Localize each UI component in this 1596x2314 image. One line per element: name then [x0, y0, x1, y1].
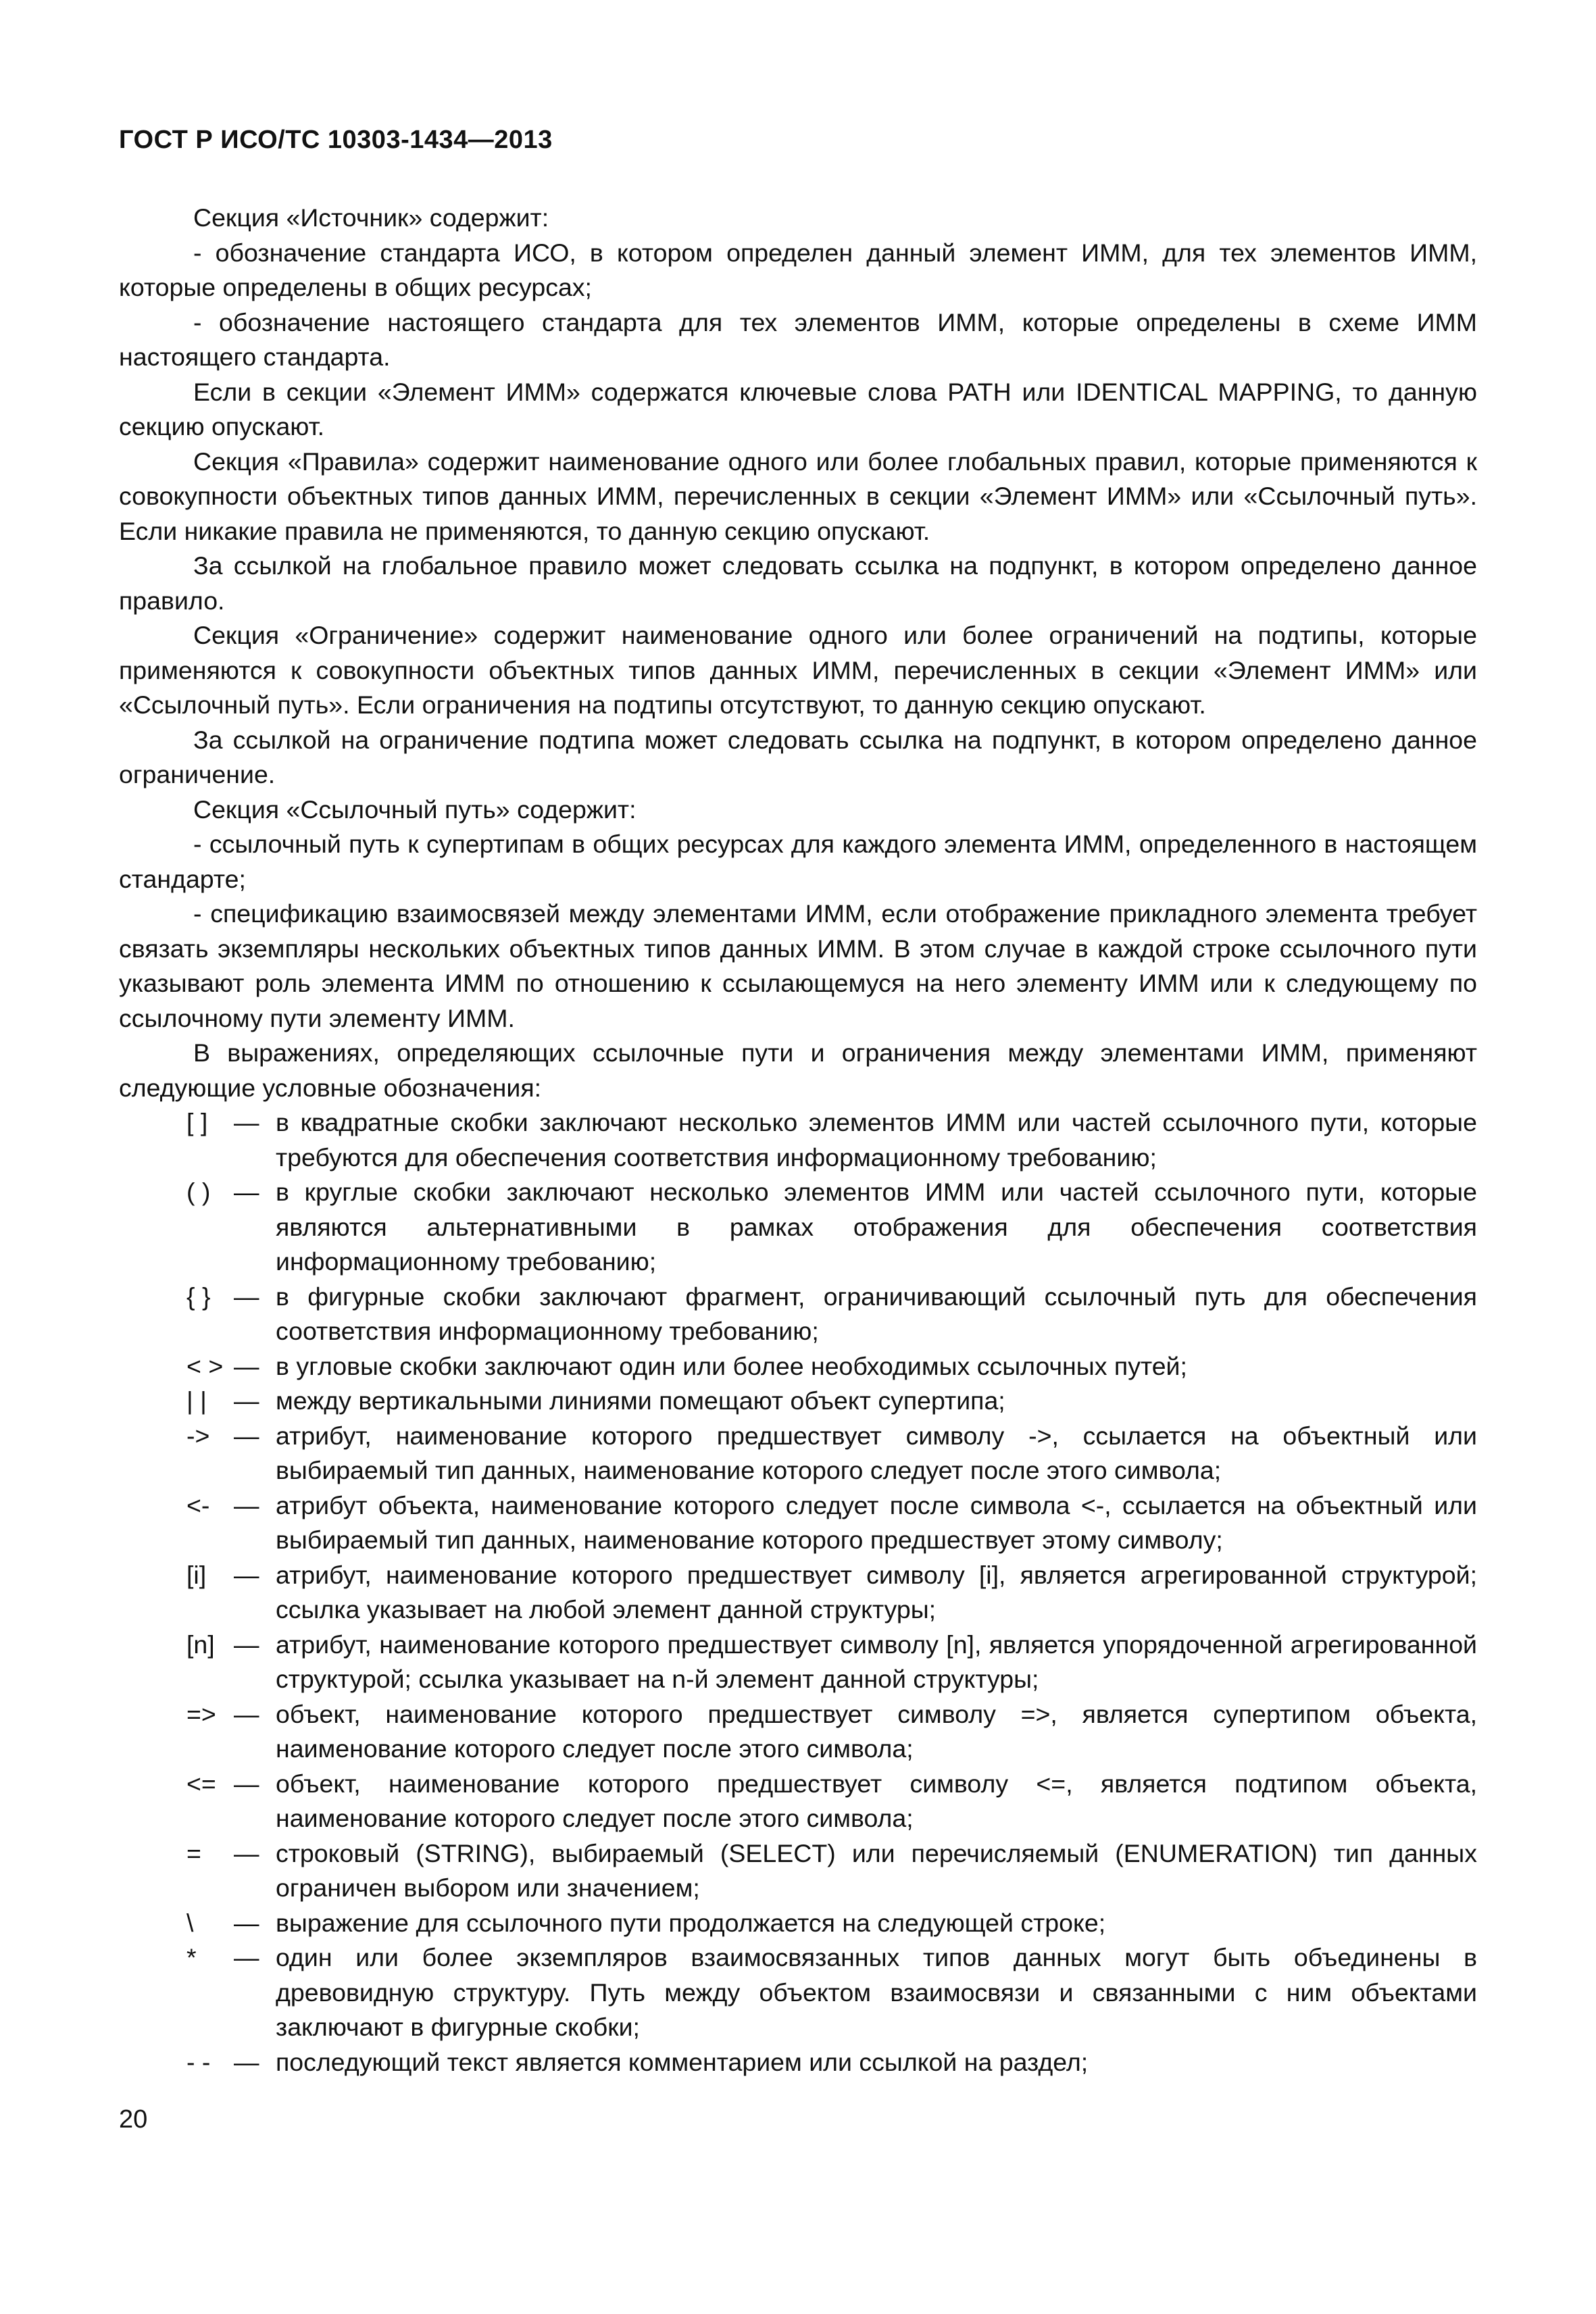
- notation-symbol: ->: [186, 1421, 210, 1450]
- notation-symbol: < >: [186, 1351, 224, 1380]
- notation-description: строковый (STRING), выбираемый (SELECT) или перечисляемый (ENUMERATION) тип данных ограничен выбором или значением;: [276, 1838, 1477, 1902]
- notation-dash: —: [234, 1838, 259, 1867]
- notation-description: в угловые скобки заключают один или более необходимых ссылочных путей;: [276, 1351, 1187, 1380]
- notation-entry: [119, 1697, 1477, 1767]
- notation-description: между вертикальными линиями помещают объект супертипа;: [276, 1386, 1005, 1415]
- notation-description: атрибут объекта, наименование которого следует после символа <-, ссылается на объектный или выбираемый тип данных, наименование которого предшествует этому символу;: [276, 1490, 1477, 1554]
- notation-symbol: \: [186, 1908, 194, 1937]
- paragraph-reference-path-section: Секция «Ссылочный путь» содержит:: [193, 795, 637, 824]
- notation-entry: [119, 1384, 1477, 1419]
- notation-description: выражение для ссылочного пути продолжается на следующей строке;: [276, 1908, 1106, 1937]
- notation-description: объект, наименование которого предшествует символу <=, является подтипом объекта, наименование которого следует после этого символа;: [276, 1769, 1477, 1832]
- notation-entry: [119, 1488, 1477, 1558]
- notation-symbol: [i]: [186, 1560, 207, 1589]
- notation-dash: —: [234, 1351, 259, 1380]
- notation-description: атрибут, наименование которого предшествует символу [i], является агрегированной структурой; ссылка указывает на любой элемент данной структуры;: [276, 1560, 1477, 1624]
- notation-entry: [119, 1836, 1477, 1906]
- notation-symbol: <-: [186, 1490, 210, 1519]
- notation-description: один или более экземпляров взаимосвязанных типов данных могут быть объединены в древовидную структуру. Путь между объектом взаимосвязи и связанными с ним объектами заключают в фигурные скобки;: [276, 1943, 1477, 2041]
- notation-symbol: =: [186, 1838, 201, 1867]
- notation-dash: —: [234, 1908, 259, 1937]
- notation-symbol: - -: [186, 2047, 211, 2076]
- notation-symbol: { }: [186, 1282, 211, 1311]
- paragraph-restriction-section: Секция «Ограничение» содержит наименование одного или более ограничений на подтипы, которые применяются к совокупности объектных типов данных ИММ, перечисленных в секции «Элемент ИММ» или «Ссылочный путь». Если ограничения на подтипы отсутствуют, то данную секцию опускают.: [119, 621, 1477, 719]
- notation-entry: [119, 1280, 1477, 1349]
- notation-symbol: ( ): [186, 1178, 211, 1206]
- paragraph-rules-section: Секция «Правила» содержит наименование одного или более глобальных правил, которые применяются к совокупности объектных типов данных ИММ, перечисленных в секции «Элемент ИММ» или «Ссылочный путь». Если никакие правила не применяются, то данную секцию опускают.: [119, 447, 1477, 545]
- notation-dash: —: [234, 1490, 259, 1519]
- notation-dash: —: [234, 1108, 259, 1136]
- paragraph-relationship-spec: - спецификацию взаимосвязей между элементами ИММ, если отображение прикладного элемента требует связать экземпляры нескольких объектных типов данных ИММ. В этом случае в каждой строке ссылочного пути указывают роль элемента ИММ по отношению к ссылающемуся на него элементу ИММ или к следующему по ссылочному пути элементу ИММ.: [119, 899, 1477, 1032]
- notation-dash: —: [234, 1421, 259, 1450]
- notation-dash: —: [234, 1282, 259, 1311]
- notation-dash: —: [234, 1630, 259, 1659]
- notation-dash: —: [234, 2047, 259, 2076]
- notation-symbol: <=: [186, 1769, 216, 1798]
- paragraph-iso-designation: - обозначение стандарта ИСО, в котором определен данный элемент ИММ, для тех элементов ИММ, которые определены в общих ресурсах;: [119, 238, 1477, 301]
- notation-dash: —: [234, 1769, 259, 1798]
- notation-description: атрибут, наименование которого предшествует символу [n], является упорядоченной агрегированной структурой; ссылка указывает на n-й элемент данной структуры;: [276, 1630, 1477, 1693]
- notation-dash: —: [234, 1943, 259, 1971]
- notation-dash: —: [234, 1699, 259, 1728]
- notation-entry: [119, 1105, 1477, 1175]
- paragraph-notation-intro: В выражениях, определяющих ссылочные пути и ограничения между элементами ИММ, применяют следующие условные обозначения:: [119, 1038, 1477, 1102]
- notation-symbol: =>: [186, 1699, 216, 1728]
- notation-description: атрибут, наименование которого предшествует символу ->, ссылается на объектный или выбираемый тип данных, наименование которого следует после этого символа;: [276, 1421, 1477, 1484]
- notation-symbol: *: [186, 1943, 197, 1971]
- paragraph-source-section: Секция «Источник» содержит:: [193, 203, 549, 232]
- notation-entry: [119, 1349, 1477, 1384]
- notation-entry: [119, 1175, 1477, 1280]
- notation-entry: [119, 2045, 1477, 2080]
- paragraph-subtype-restriction-ref: За ссылкой на ограничение подтипа может следовать ссылка на подпункт, в котором определено данное ограничение.: [119, 725, 1477, 788]
- page-number: 20: [119, 2105, 148, 2134]
- notation-symbol: [ ]: [186, 1108, 208, 1136]
- notation-description: в квадратные скобки заключают несколько элементов ИММ или частей ссылочного пути, которые требуются для обеспечения соответствия информационному требованию;: [276, 1108, 1477, 1172]
- document-header: ГОСТ Р ИСО/ТС 10303-1434—2013: [119, 126, 553, 154]
- notation-dash: —: [234, 1560, 259, 1589]
- notation-entry: [119, 1419, 1477, 1488]
- notation-list: [119, 1105, 1477, 2080]
- notation-entry: [119, 1628, 1477, 1697]
- notation-description: в фигурные скобки заключают фрагмент, ограничивающий ссылочный путь для обеспечения соответствия информационному требованию;: [276, 1282, 1477, 1345]
- paragraph-path-keywords: Если в секции «Элемент ИММ» содержатся ключевые слова PATH или IDENTICAL MAPPING, то данную секцию опускают.: [119, 377, 1477, 441]
- paragraph-supertype-path: - ссылочный путь к супертипам в общих ресурсах для каждого элемента ИММ, определенного в настоящем стандарте;: [119, 830, 1477, 893]
- notation-description: последующий текст является комментарием или ссылкой на раздел;: [276, 2047, 1089, 2076]
- paragraph-standard-designation: - обозначение настоящего стандарта для тех элементов ИММ, которые определены в схеме ИММ настоящего стандарта.: [119, 307, 1477, 371]
- document-body: [119, 201, 1477, 2080]
- notation-description: объект, наименование которого предшествует символу =>, является супертипом объекта, наименование которого следует после этого символа;: [276, 1699, 1477, 1763]
- notation-entry: [119, 1906, 1477, 1941]
- paragraph-global-rule-ref: За ссылкой на глобальное правило может следовать ссылка на подпункт, в котором определено данное правило.: [119, 551, 1477, 615]
- notation-dash: —: [234, 1386, 259, 1415]
- notation-entry: [119, 1558, 1477, 1628]
- notation-description: в круглые скобки заключают несколько элементов ИММ или частей ссылочного пути, которые являются альтернативными в рамках отображения для обеспечения соответствия информационному требованию;: [276, 1178, 1477, 1276]
- notation-dash: —: [234, 1178, 259, 1206]
- notation-symbol: [n]: [186, 1630, 215, 1659]
- notation-symbol: | |: [186, 1386, 207, 1415]
- notation-entry: [119, 1767, 1477, 1836]
- notation-entry: [119, 1940, 1477, 2045]
